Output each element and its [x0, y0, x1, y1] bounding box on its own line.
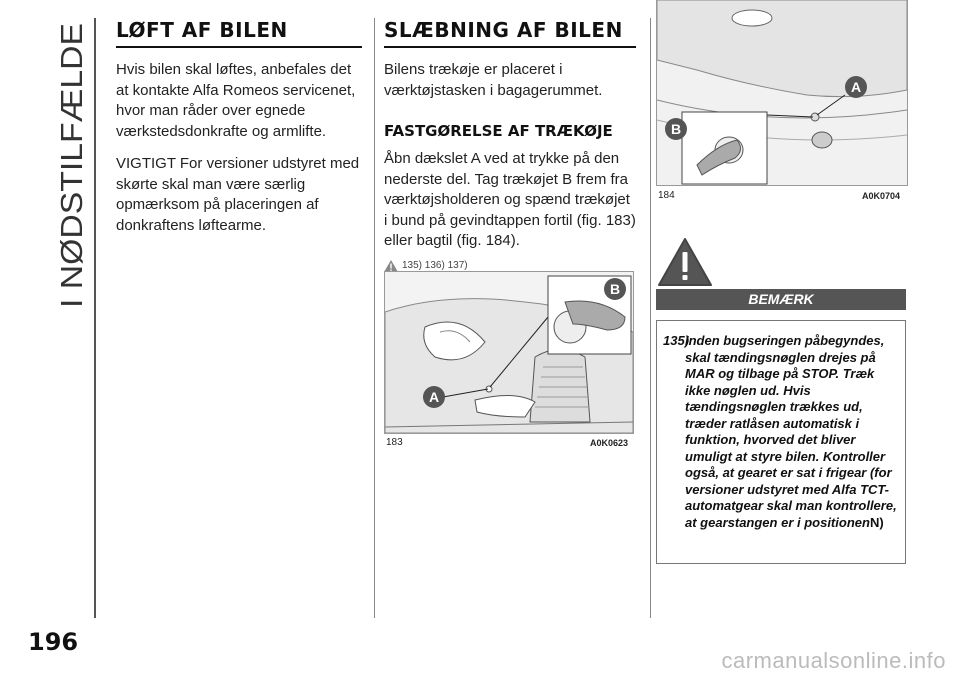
- side-section-title: [30, 18, 94, 308]
- section-heading-towing: SLÆBNING AF BILEN: [384, 18, 636, 48]
- front-bumper-illustration: [385, 272, 633, 433]
- section-heading-lift: LØFT AF BILEN: [116, 18, 362, 48]
- column-divider-1: [374, 18, 375, 618]
- column-lift: [116, 18, 362, 236]
- callout-a-184: A: [845, 76, 867, 98]
- note-box: [656, 320, 906, 564]
- paragraph-lift-1: Hvis bilen skal løftes, anbefales det at kontakte Alfa Romeos servicenet, hvor man råder over egnede værkstedsdonkrafte og armlifte.: [116, 61, 356, 140]
- paragraph-lift-2: VIGTIGT For versioner udstyret med skørte skal man være særlig opmærksom på placeringen af donkraftens løftearme.: [116, 155, 360, 234]
- note-title: BEMÆRK: [656, 289, 906, 310]
- warning-icon: [658, 238, 712, 286]
- warning-refs: [384, 260, 636, 272]
- side-rule: [94, 18, 96, 618]
- note-content: [663, 333, 901, 531]
- page-number: 196: [28, 628, 79, 656]
- note-text: Inden bugseringen påbegyndes, skal tændingsnøglen drejes på MAR og tilbage på STOP. Træk ikke nøglen ud. Hvis tændingsnøglen trækkes ud, træder ratlåsen automatisk i funktion, hvorved det bliver umuligt at styre bilen. Kontroller også, at gearet er sat i frigear (for versioner udstyret med Alfa TCT-automatgear skal man kontrollere, at gearstangen er i positionen: [685, 333, 897, 530]
- watermark: carmanualsonline.info: [721, 648, 946, 673]
- note-number: 135): [663, 333, 690, 348]
- subheading-tow-eye: FASTGØRELSE AF TRÆKØJE: [384, 122, 613, 140]
- callout-b-184: B: [665, 118, 687, 140]
- paragraph-towing-intro: Bilens trækøje er placeret i værktøjstasken i bagagerummet.: [384, 61, 603, 99]
- figure-183-number: 183: [386, 437, 403, 448]
- callout-b-183: B: [604, 278, 626, 300]
- figure-184-code: A0K0704: [862, 191, 901, 201]
- side-title-text: I NØDSTILFÆLDE: [54, 46, 89, 308]
- warning-triangle-icon: [384, 260, 398, 272]
- rear-bumper-illustration: [657, 0, 907, 185]
- figure-184: [656, 0, 908, 186]
- column-towing: [384, 18, 636, 272]
- figure-183: [384, 271, 634, 434]
- warning-refs-text: 135) 136) 137): [402, 260, 468, 271]
- paragraph-towing-body: Åbn dækslet A ved at trykke på den nederste del. Tag trækøjet B frem fra værktøjsholderen og spænd trækøjet i bund på gevindtappen fortil (fig. 183) eller bagtil (fig. 184).: [384, 150, 636, 249]
- figure-183-code: A0K0623: [590, 438, 629, 448]
- column-divider-2: [650, 18, 651, 618]
- callout-a-183: A: [423, 386, 445, 408]
- figure-184-number: 184: [658, 190, 675, 201]
- note-tail: N): [869, 514, 884, 530]
